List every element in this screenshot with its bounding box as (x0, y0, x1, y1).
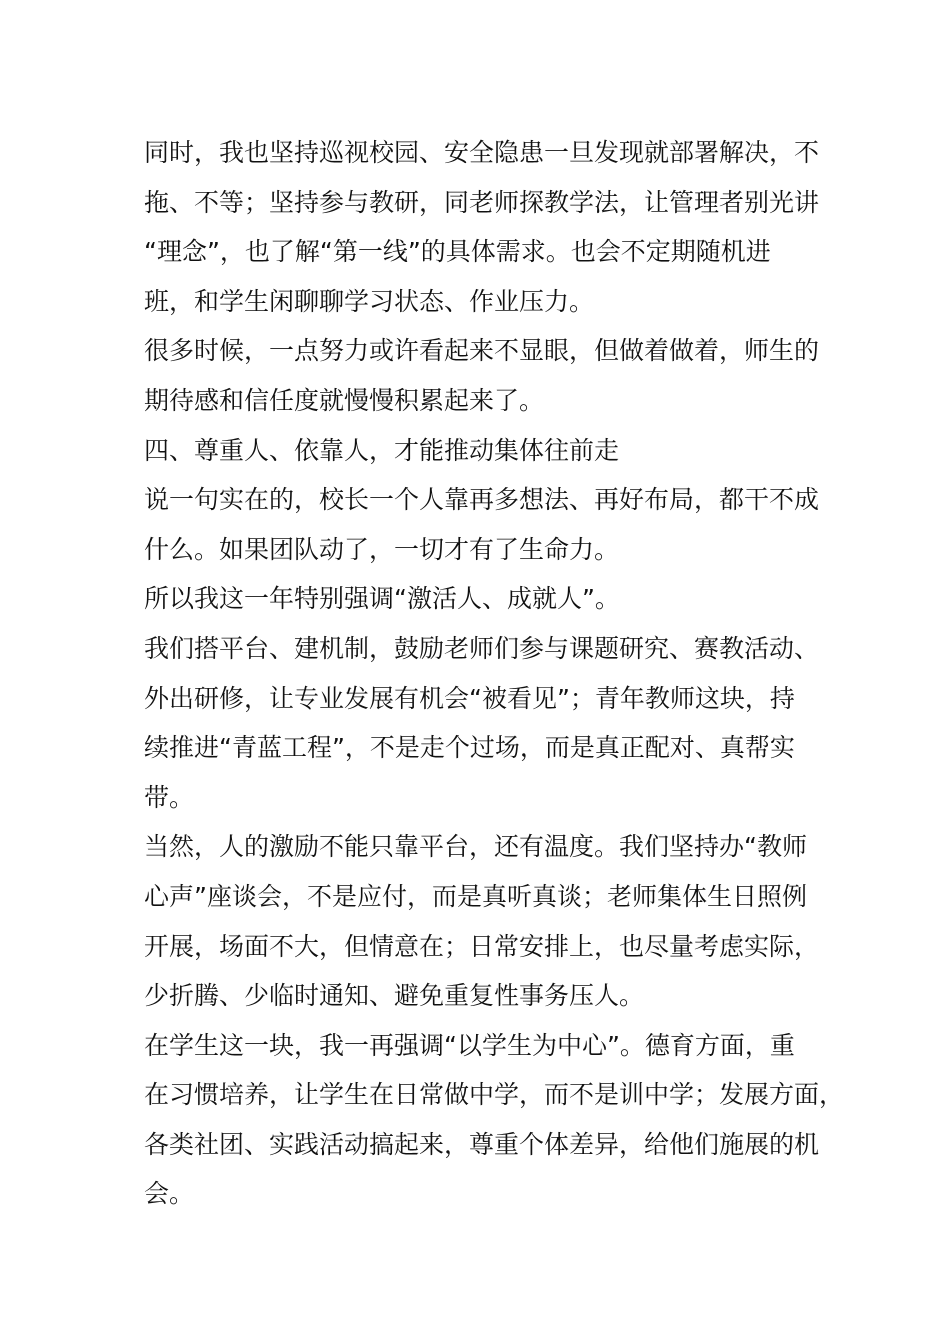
text-line: 班，和学生闲聊聊学习状态、作业压力。 (144, 286, 595, 316)
text-line: 说一句实在的，校长一个人靠再多想法、再好布局，都干不成 (144, 485, 820, 515)
text-line: 在学生这一块，我一再强调“以学生为中心”。德育方面，重 (144, 1030, 795, 1060)
text-line: 拖、不等；坚持参与教研，同老师探教学法，让管理者别光讲 (144, 187, 820, 217)
text-line: 开展，场面不大，但情意在；日常安排上，也尽量考虑实际， (144, 931, 820, 961)
text-line: 在习惯培养，让学生在日常做中学，而不是训中学；发展方面， (144, 1080, 845, 1110)
text-line: 所以我这一年特别强调“激活人、成就人”。 (144, 584, 620, 614)
text-line: 少折腾、少临时通知、避免重复性事务压人。 (144, 981, 645, 1011)
text-line: 当然，人的激励不能只靠平台，还有温度。我们坚持办“教师 (144, 832, 807, 862)
text-line: 会。 (144, 1179, 195, 1209)
text-line: 期待感和信任度就慢慢积累起来了。 (144, 385, 545, 415)
text-line: 我们搭平台、建机制，鼓励老师们参与课题研究、赛教活动、 (144, 633, 820, 663)
text-line: 同时，我也坚持巡视校园、安全隐患一旦发现就部署解决，不 (144, 138, 820, 167)
text-line: “理念”，也了解“第一线”的具体需求。也会不定期随机进 (144, 237, 771, 267)
text-line: 什么。如果团队动了，一切才有了生命力。 (144, 534, 620, 564)
text-line: 带。 (144, 782, 195, 812)
text-line: 各类社团、实践活动搞起来，尊重个体差异，给他们施展的机 (144, 1129, 820, 1159)
text-line: 续推进“青蓝工程”，不是走个过场，而是真正配对、真帮实 (144, 733, 795, 763)
section-heading: 四、尊重人、依靠人，才能推动集体往前走 (144, 435, 620, 465)
document-body (144, 128, 845, 1219)
text-line: 很多时候，一点努力或许看起来不显眼，但做着做着，师生的 (144, 336, 820, 366)
text-line: 心声”座谈会，不是应付，而是真听真谈；老师集体生日照例 (144, 881, 807, 911)
text-line: 外出研修，让专业发展有机会“被看见”；青年教师这块，持 (144, 683, 795, 713)
